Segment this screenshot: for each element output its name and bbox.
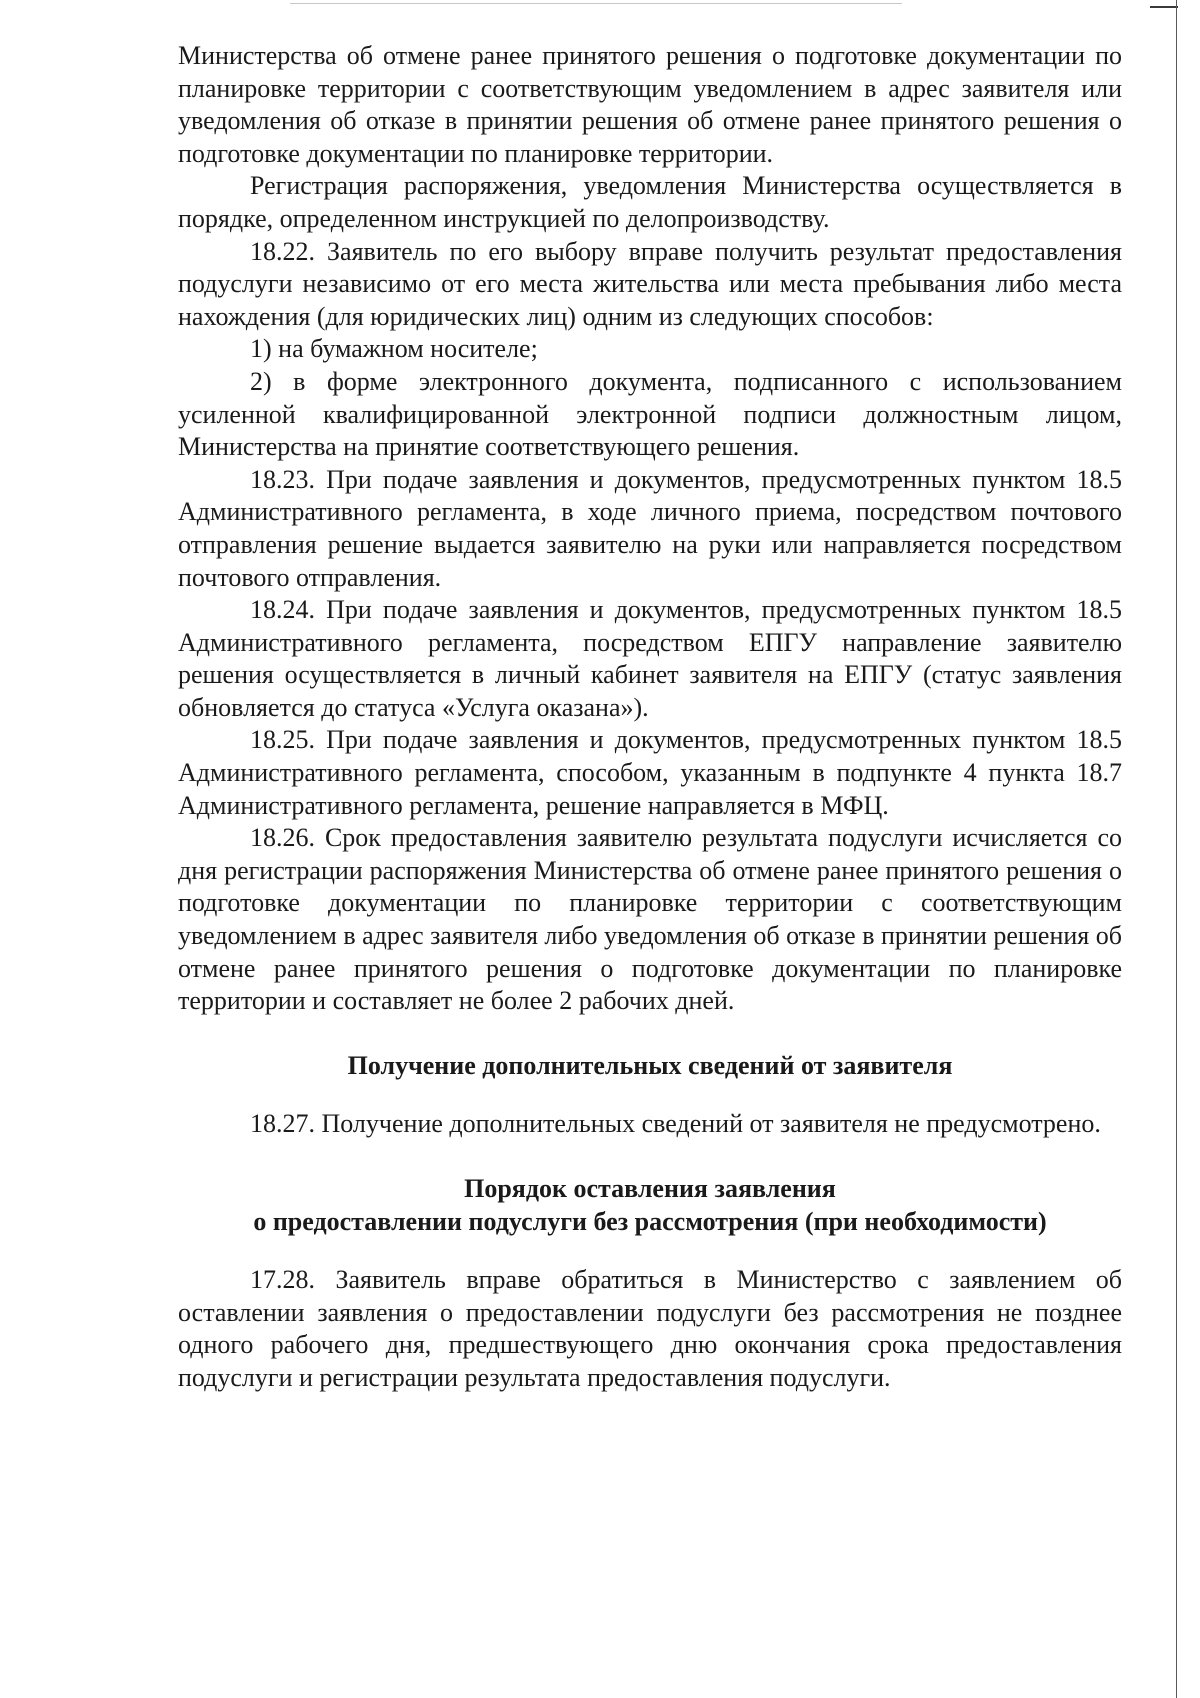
paragraph-18-26: 18.26. Срок предоставления заявителю результата подуслуги исчисляется со дня регистрации распоряжения Министерства об отмене ранее принятого решения о подготовке документации по планировке территории с соответствующим уведомлением в адрес заявителя либо уведомления об отказе в принятии решения об отмене ранее принятого решения о подготовке документации по планировке территории и составляет не более 2 рабочих дней.	[178, 823, 1122, 1016]
scan-right-edge-line	[1176, 0, 1177, 1698]
paragraph-18-27: 18.27. Получение дополнительных сведений от заявителя не предусмотрено.	[250, 1109, 1101, 1139]
scan-top-edge-line	[290, 3, 902, 4]
paragraph-17-28: 17.28. Заявитель вправе обратиться в Министерство с заявлением об оставлении заявления о предоставлении подуслуги без рассмотрения не позднее одного рабочего дня, предшествующего дню окончания срока предоставления подуслуги и регистрации результата предоставления подуслуги.	[178, 1265, 1122, 1392]
document-body	[178, 40, 1122, 1395]
paragraph-18-22: 18.22. Заявитель по его выбору вправе получить результат предоставления подуслуги независимо от его места жительства или места пребывания либо места нахождения (для юридических лиц) одним из следующих способов:	[178, 236, 1122, 331]
spacer	[178, 1018, 1122, 1050]
paragraph-18-23: 18.23. При подаче заявления и документов, предусмотренных пунктом 18.5 Административного регламента, в ходе личного приема, посредством почтового отправления решение выдается заявителю на руки или направляется посредством почтового отправления.	[178, 464, 1122, 592]
paragraph-18-25: 18.25. При подаче заявления и документов, предусмотренных пунктом 18.5 Административного регламента, способом, указанным в подпункте 4 пункта 18.7 Административного регламента, решение направляется в МФЦ.	[178, 725, 1122, 820]
paragraph-continuation: Министерства об отмене ранее принятого решения о подготовке документации по планировке территории с соответствующим уведомлением в адрес заявителя или уведомления об отказе в принятии решения об отмене ранее принятого решения о подготовке документации по планировке территории.	[178, 41, 1122, 168]
section-heading-leaving-application-line-2: о предоставлении подуслуги без рассмотрения (при необходимости)	[253, 1206, 1047, 1236]
scan-corner-mark	[1150, 6, 1178, 8]
paragraph-18-24: 18.24. При подаче заявления и документов, предусмотренных пунктом 18.5 Административного регламента, посредством ЕПГУ направление заявителю решения осуществляется в личный кабинет заявителя на ЕПГУ (статус заявления обновляется до статуса «Услуга оказана»).	[178, 595, 1122, 722]
spacer	[178, 1141, 1122, 1173]
list-item-paper-medium: 1) на бумажном носителе;	[250, 334, 538, 364]
section-heading-additional-info: Получение дополнительных сведений от заявителя	[347, 1050, 953, 1080]
list-item-electronic-document: 2) в форме электронного документа, подписанного с использованием усиленной квалифицированной электронной подписи должностным лицом, Министерства на принятие соответствующего решения.	[178, 366, 1122, 462]
spacer	[178, 1082, 1122, 1108]
section-heading-leaving-application-line-1: Порядок оставления заявления	[464, 1174, 836, 1203]
paragraph-registration: Регистрация распоряжения, уведомления Министерства осуществляется в порядке, определенном инструкцией по делопроизводству.	[178, 171, 1122, 233]
spacer	[178, 1238, 1122, 1264]
